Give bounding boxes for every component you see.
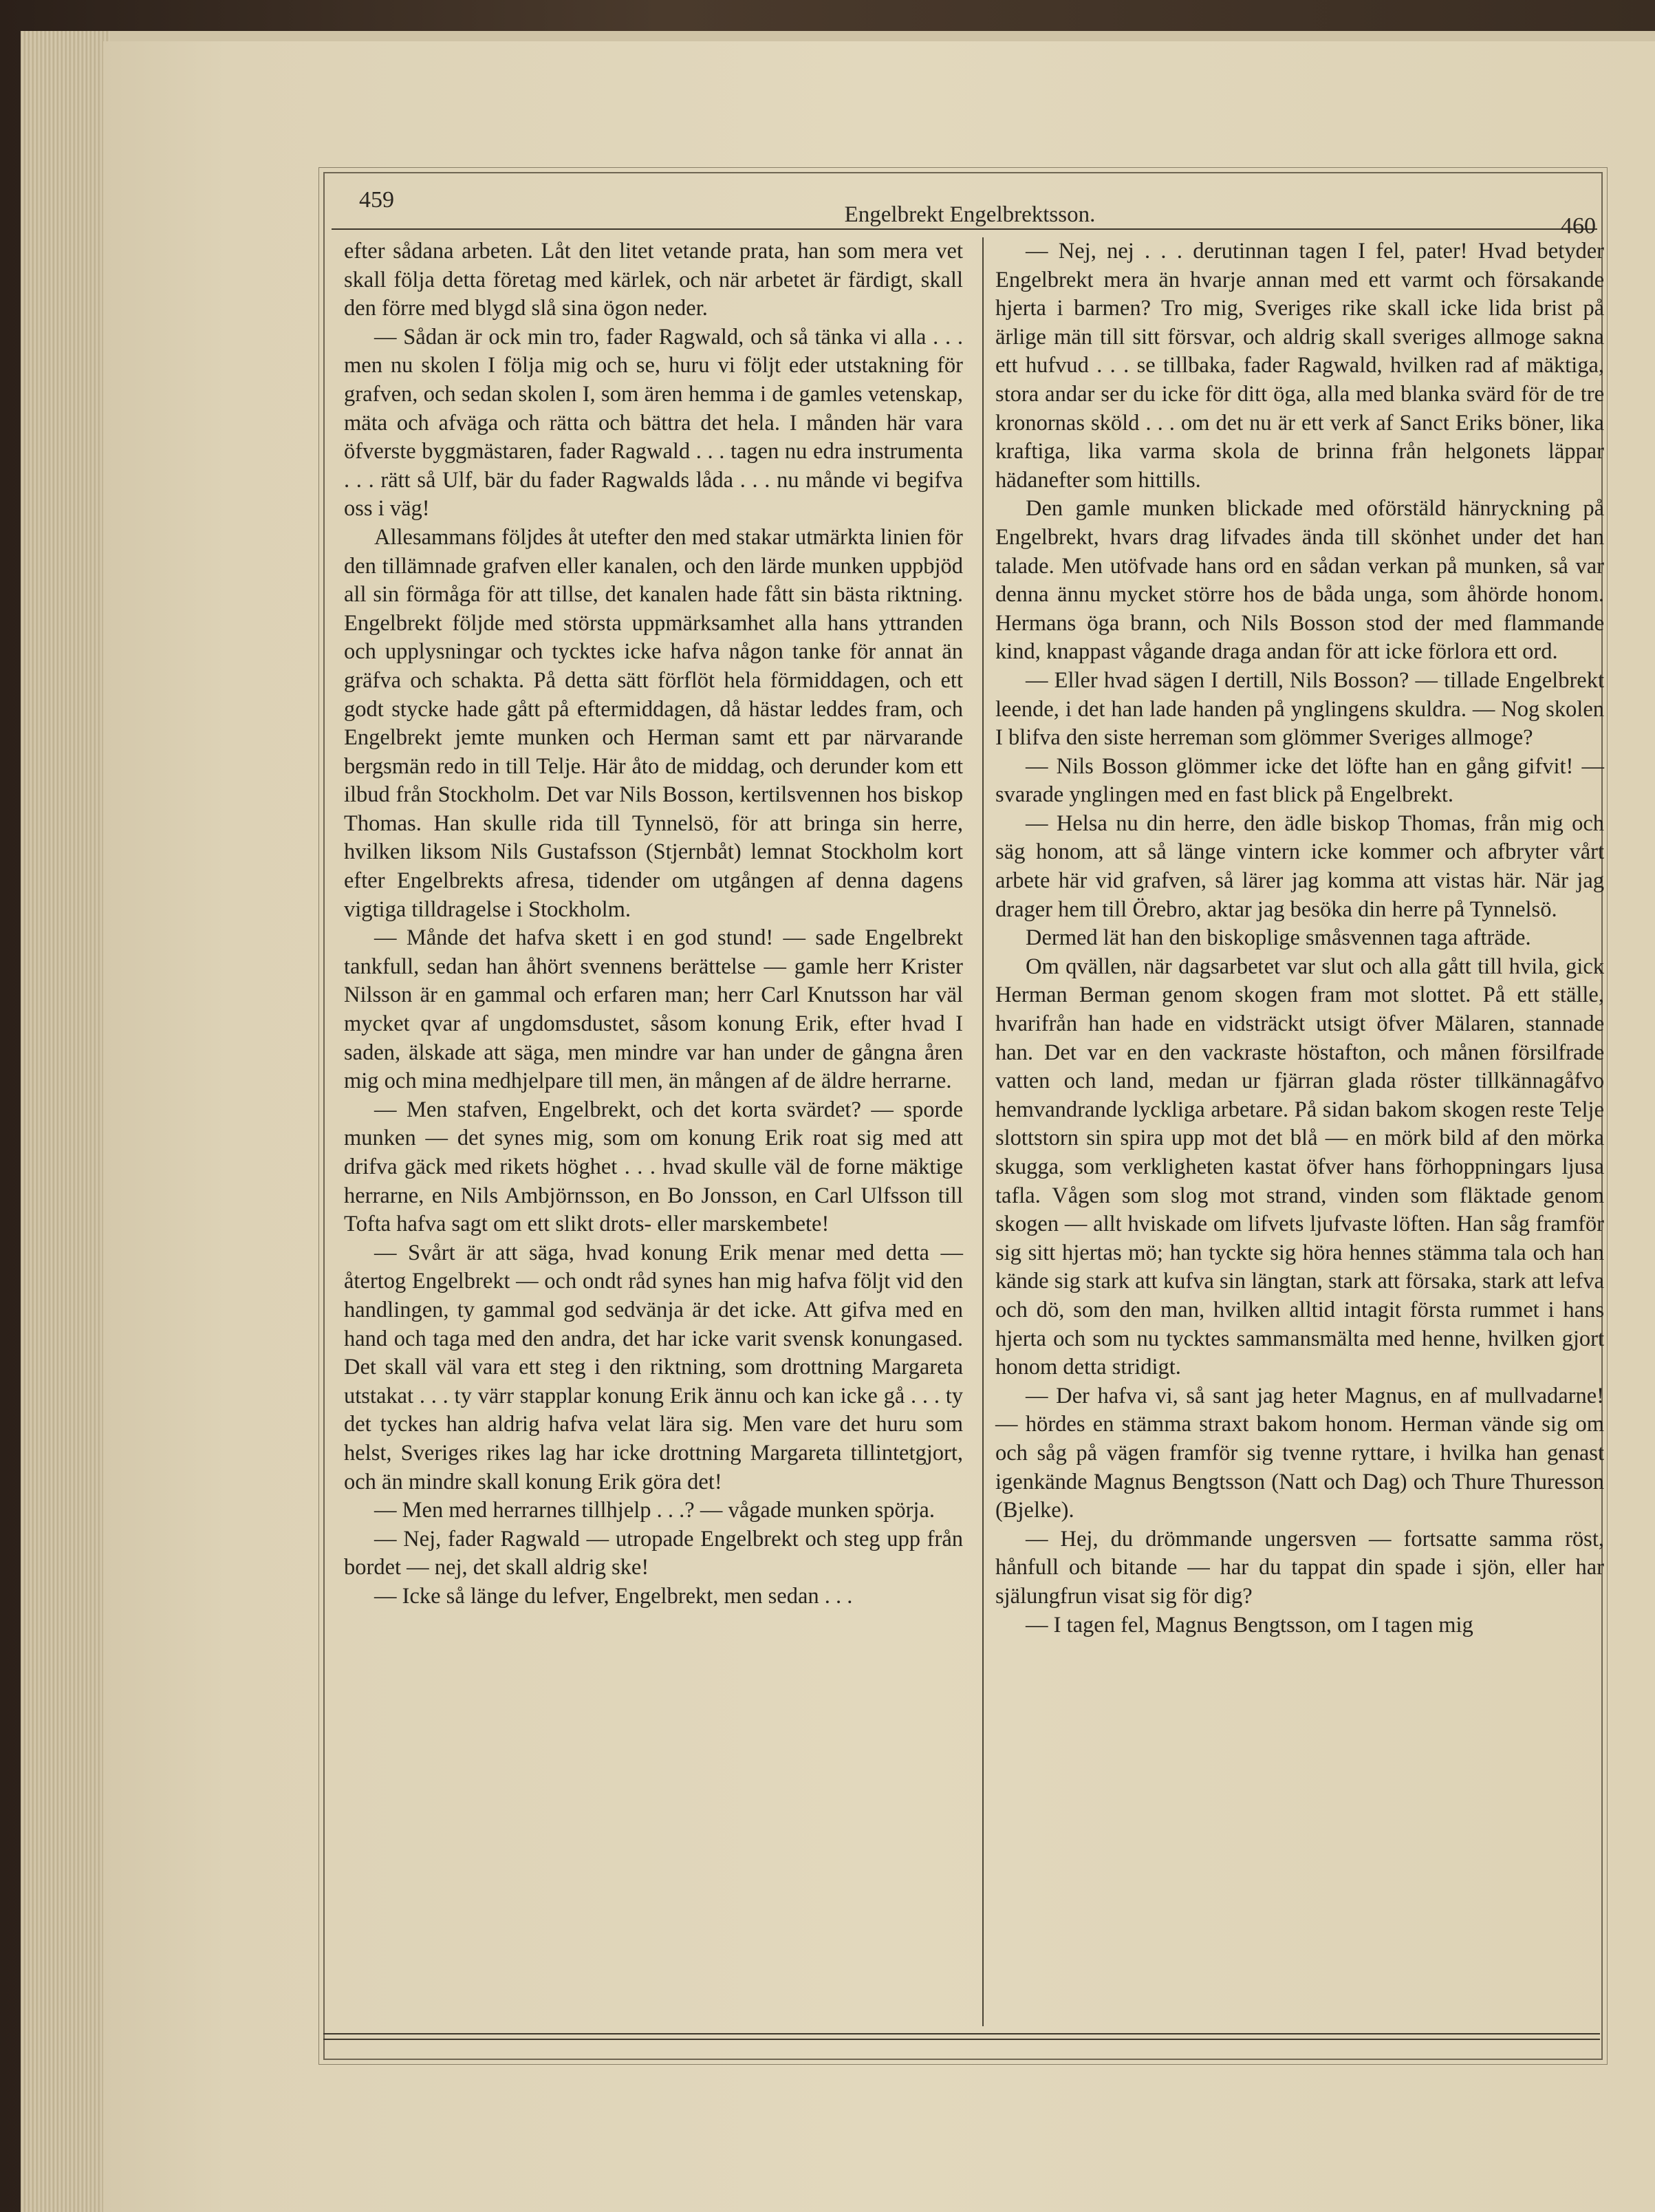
paragraph: — I tagen fel, Magnus Bengtsson, om I tagen mig [1026, 1612, 1473, 1637]
paragraph: — Icke så länge du lefver, Engelbrekt, men sedan . . . [374, 1583, 853, 1609]
header-rule [332, 228, 1597, 230]
paragraph: — Svårt är att säga, hvad konung Erik menar med detta — återtog Engelbrekt — och ondt råd synes han mig hafva följt vid den handlingen, ty gammal god sedvänja är det icke. Att gifva med en hand och taga med den andra, det har icke varit svensk konungased. Det skall väl vara ett steg i den riktning, som drottning Margareta utstakat . . . ty värr stapplar konung Erik ännu och kan icke gå . . . ty det tyckes han aldrig hafva velat lära sig. Men vare det huru som helst, Sveriges rikes lag har icke drottning Margareta tillintetgjort, och än mindre skall konung Erik göra det! [344, 1240, 963, 1494]
paragraph: — Men med herrarnes tillhjelp . . .? — vågade munken spörja. [374, 1498, 935, 1523]
paragraph: Allesammans följdes åt utefter den med stakar utmärkta linien för den tillämnade grafven eller kanalen, och den lärde munken uppbjöd all sin förmåga för att tillse, det kanalen hade fått sin bästa riktning. Engelbrekt följde med största uppmärksamhet alla hans yttranden och upplysningar och tycktes icke hafva någon tanke för annat än gräfva och schakta. På detta sätt förflöt hela förmiddagen, och ett godt stycke hade gått på eftermiddagen, då hästar leddes fram, och Engelbrekt jemte munken och Herman samt ett par närvarande bergsmän redo in till Telje. Här åto de middag, och derunder kom ett ilbud från Stockholm. Det var Nils Bosson, kertilsvennen hos biskop Thomas. Han skulle rida till Tynnelsö, för att bringa sin herre, hvilken liksom Nils Gustafsson (Stjernbåt) lemnat Stockholm kort efter Engelbrekts afresa, tidender om utgången af denna dagens vigtiga tilldragelse i Stockholm. [344, 524, 963, 922]
paragraph: — Nej, fader Ragwald — utropade Engelbrekt och steg upp från bordet — nej, det skall aldrig ske! [344, 1526, 963, 1580]
paragraph: Om qvällen, när dagsarbetet var slut och alla gått till hvila, gick Herman Berman genom skogen fram mot slottet. På ett ställe, hvarifrån han hade en vidsträckt utsigt öfver Mälaren, stannade han. Det var en den vackraste höstafton, och månen försilfrade vatten och land, medan ur fjärran glada röster tillkännagåfvo hemvandrande lyckliga arbetare. På sidan bakom skogen reste Telje slottstorn sin spira upp mot det blå — en mörk bild af den mörka skugga, som verkligheten kastat öfver hans förhoppningars ljusa tafla. Vågen som slog mot strand, vinden som fläktade genom skogen — allt hviskade om lifvets ljufvaste löften. Han såg framför sig sitt hjertas mö; han tyckte sig höra hennes stämma tala och han kände sig stark att kufva sin längtan, stark att försaka, stark att lefva och dö, som den man, hvilken alltid intagit första rummet i hans hjerta och som nu tycktes sammansmälta med henne, hvilken gjort honom detta stridigt. [995, 954, 1604, 1380]
left-text-column [344, 237, 963, 1611]
running-title: Engelbrekt Engelbrektsson. [844, 202, 1096, 227]
right-page-number: 460 [1561, 213, 1596, 239]
footer-rule [323, 2033, 1600, 2040]
running-header [344, 187, 1596, 239]
paragraph: — Nils Bosson glömmer icke det löfte han en gång gifvit! — svarade ynglingen med en fast blick på Engelbrekt. [995, 753, 1604, 808]
left-page-number: 459 [359, 187, 394, 213]
paragraph: — Der hafva vi, så sant jag heter Magnus, en af mullvadarne! — hördes en stämma straxt bakom honom. Herman vände sig om och såg på vägen framför sig tvenne ryttare, i hvilka han genast igenkände Magnus Bengtsson (Natt och Dag) och Thure Thuresson (Bjelke). [995, 1383, 1604, 1523]
paragraph: — Månde det hafva skett i en god stund! — sade Engelbrekt tankfull, sedan han åhört svennens berättelse — gamle herr Krister Nilsson är en gammal och erfaren man; herr Carl Knutsson har väl mycket qvar af ungdomsdustet, såsom konung Erik, efter hvad I saden, älskade att säga, men mindre var han under de gångna åren mig och mina medhjelpare till men, än mången af de äldre herrarne. [344, 925, 963, 1094]
paragraph: — Men stafven, Engelbrekt, och det korta svärdet? — sporde munken — det synes mig, som om konung Erik roat sig med att drifva gäck med rikets höghet . . . hvad skulle väl de forne mäktige herrarne, en Nils Ambjörnsson, en Bo Jonsson, en Carl Ulfsson till Tofta hafva sagt om ett slikt drots- eller marskembete! [344, 1097, 963, 1237]
paragraph: — Sådan är ock min tro, fader Ragwald, och så tänka vi alla . . . men nu skolen I följa mig och se, huru vi följt eder utstakning för grafven, och sedan skolen I, som ären hemma i de gamles vetenskap, mäta och afväga och rätta och bättra det hela. I månden här vara öfverste byggmästaren, fader Ragwald . . . tagen nu edra instrumenta . . . rätt så Ulf, bär du fader Ragwalds låda . . . nu månde vi begifva oss i väg! [344, 324, 963, 522]
column-divider [982, 237, 984, 2026]
paragraph: Dermed lät han den biskoplige småsvennen taga afträde. [1026, 925, 1531, 951]
paragraph: — Helsa nu din herre, den ädle biskop Thomas, från mig och säg honom, att så länge vintern icke kommer och afbryter vårt arbete här vid grafven, så lärer jag komma att vistas här. När jag drager hem till Örebro, aktar jag besöka din herre på Tynnelsö. [995, 810, 1604, 922]
paragraph: — Eller hvad sägen I dertill, Nils Bosson? — tillade Engelbrekt leende, i det han lade handen på ynglingens skuldra. — Nog skolen I blifva den siste herreman som glömmer Sveriges allmoge? [995, 667, 1604, 751]
paragraph: Den gamle munken blickade med oförstäld hänryckning på Engelbrekt, hvars drag lifvades ända till skönhet under det han talade. Men utöfvade hans ord en sådan verkan på munken, så var denna ännu mycket större hos de båda unga, som åhörde honom. Hermans öga brann, och Nils Bosson stod der med flammande kind, knappast vågande draga andan för att icke förlora ett ord. [995, 496, 1604, 665]
paragraph: efter sådana arbeten. Låt den litet vetande prata, han som mera vet skall följa detta företag med kärlek, och när arbetet är färdigt, skall den förre med blygd slå sina ögon neder. [344, 239, 963, 321]
page-edges [21, 31, 110, 2212]
paragraph: — Nej, nej . . . derutinnan tagen I fel, pater! Hvad betyder Engelbrekt mera än hvarje annan med ett varmt och försakande hjerta i barmen? Tro mig, Sveriges rike skall icke lida brist på ärlige män till sitt försvar, och aldrig skall sveriges allmoge sakna ett hufvud . . . se tillbaka, fader Ragwald, hvilken rad af mäktiga, stora andar ser du icke för ditt öga, alla med blanka svärd för de tre kronornas sköld . . . om det nu är ett verk af Sanct Eriks böner, lika kraftiga, lika varma skola de brinna från helgonets läppar hädanefter som hittills. [995, 239, 1604, 493]
right-text-column [995, 237, 1604, 1640]
paragraph: — Hej, du drömmande ungersven — fortsatte samma röst, hånfull och bitande — har du tappat din spade i sjön, eller har själungfrun visat sig för dig? [995, 1526, 1604, 1609]
